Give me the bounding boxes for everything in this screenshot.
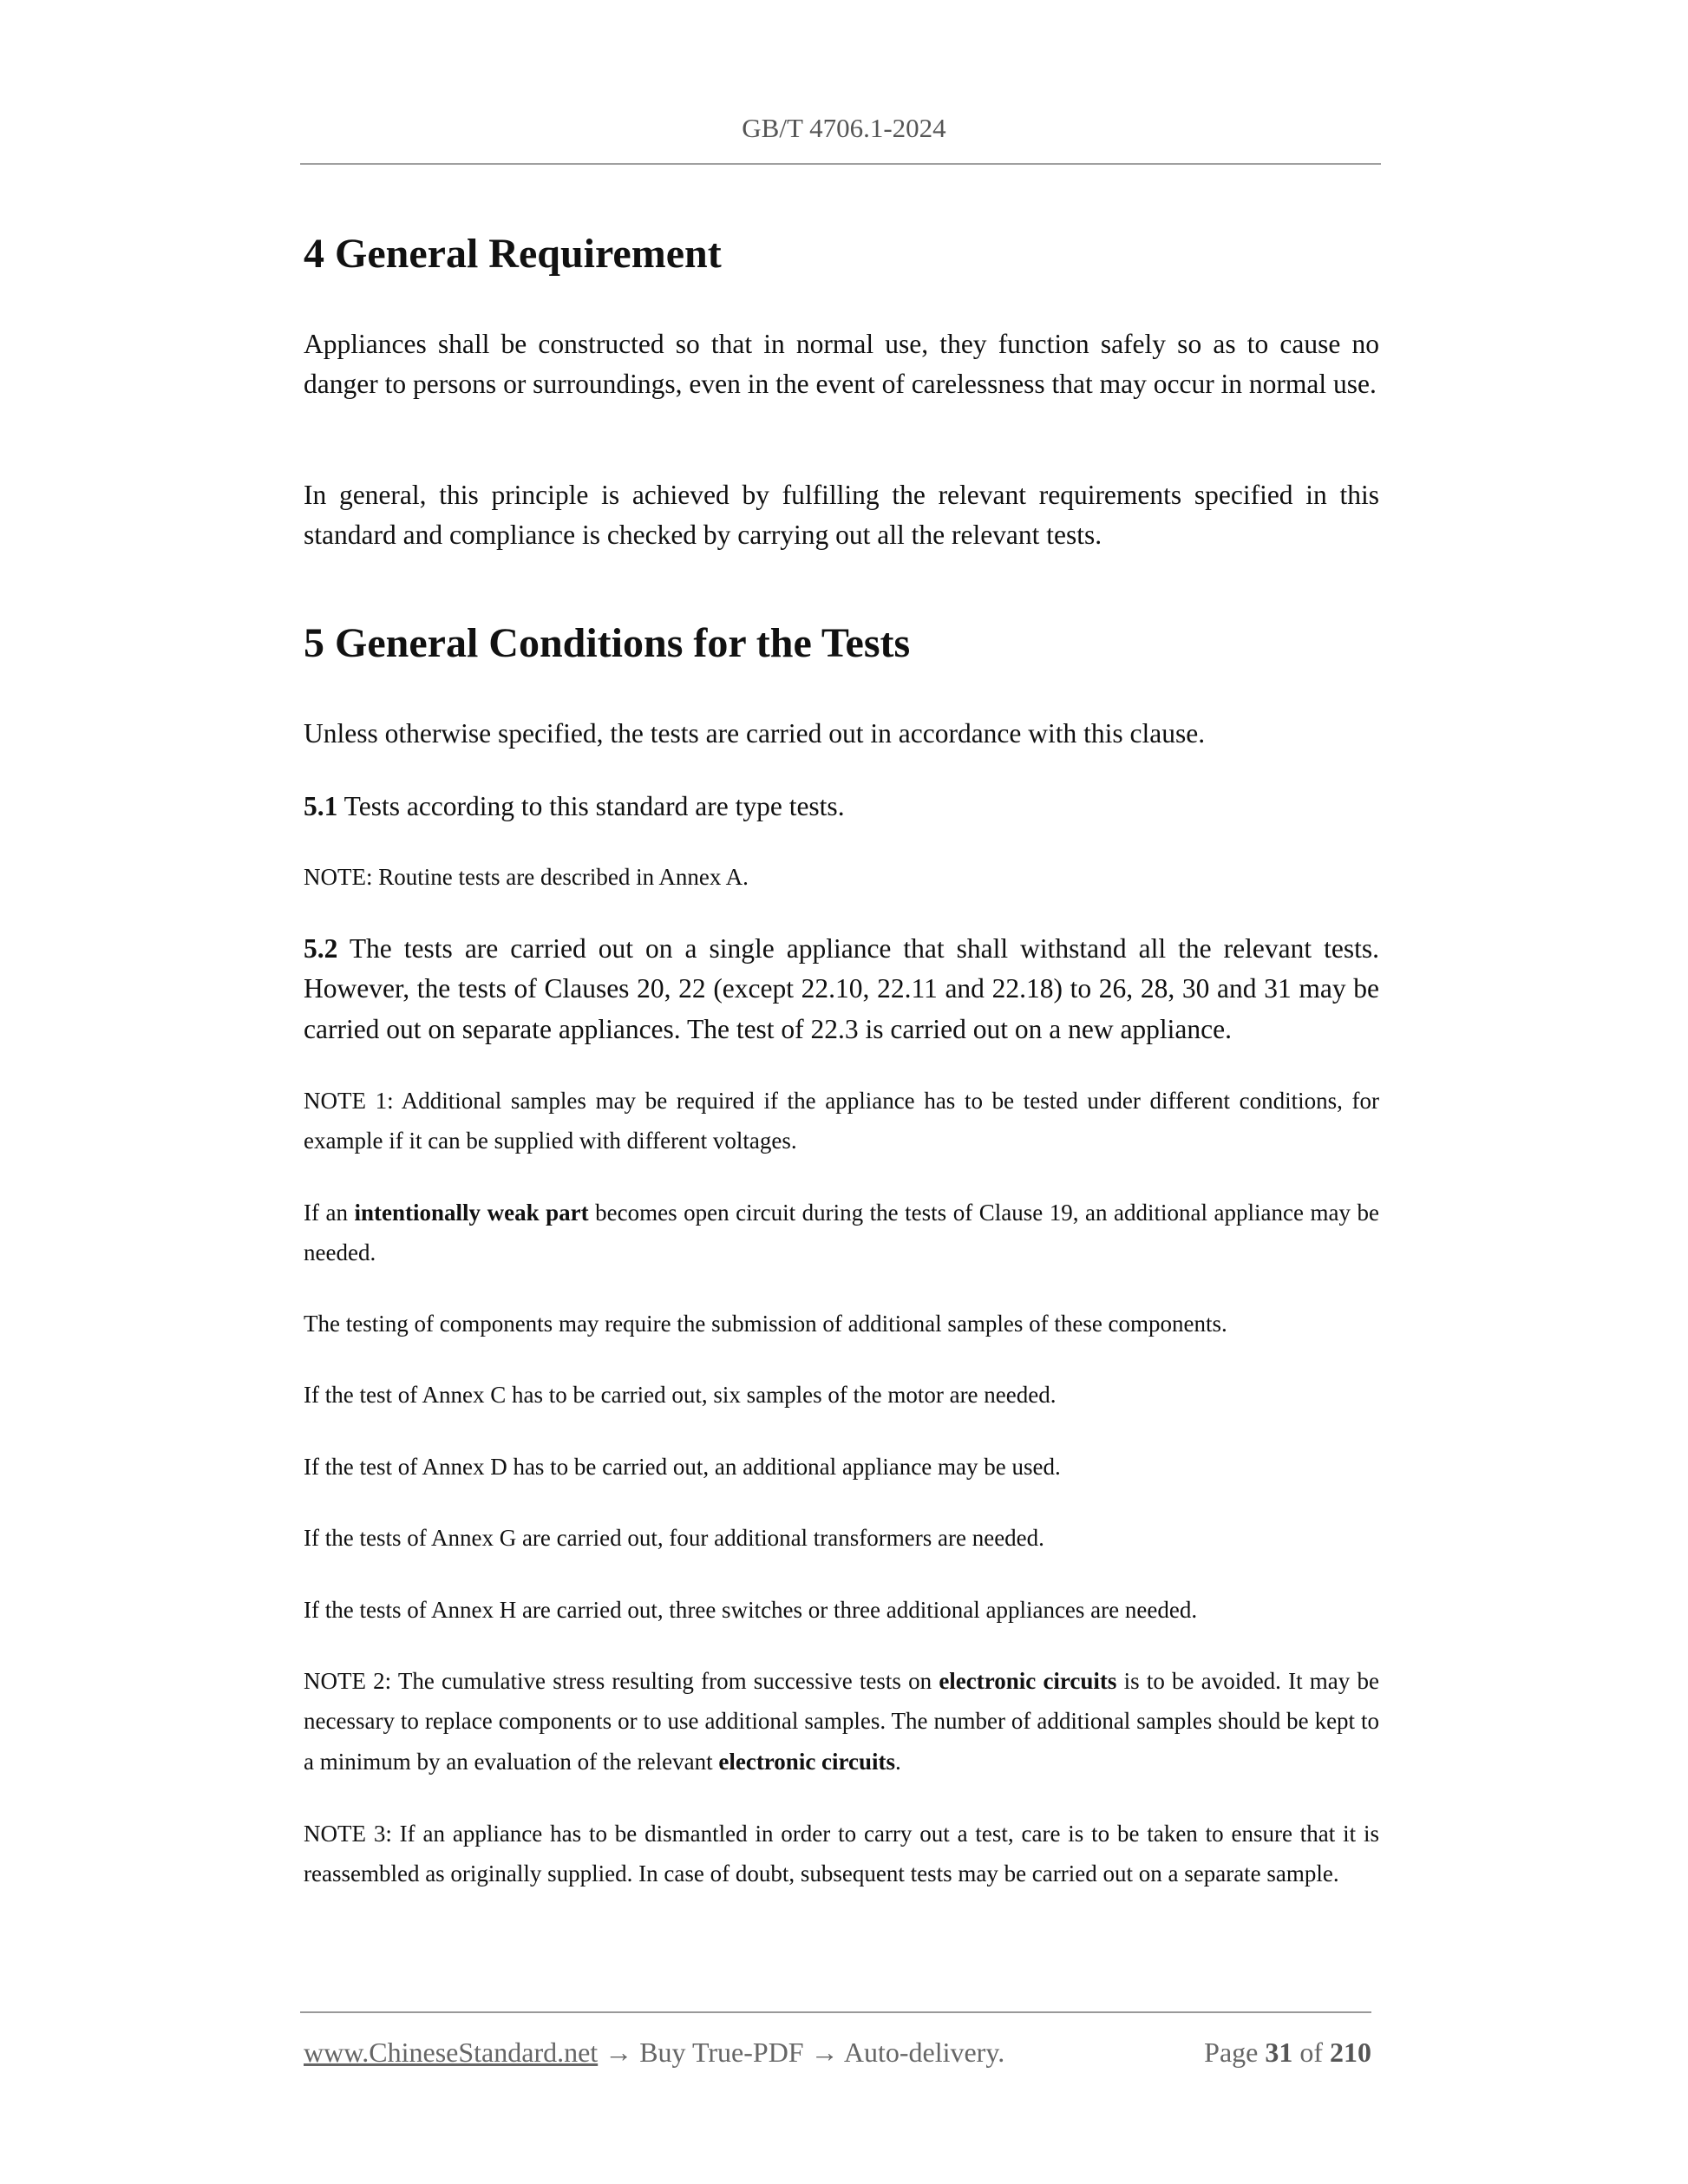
paragraph: If the tests of Annex G are carried out, four additional transformers are needed.	[304, 1525, 1044, 1551]
paragraph: In general, this principle is achieved by fulfilling the relevant requirements specified in this standard and compliance is checked by carrying out all the relevant tests.	[304, 480, 1379, 551]
text: NOTE 2: The cumulative stress resulting from successive tests on	[304, 1668, 939, 1694]
website-link[interactable]: www.ChineseStandard.net	[304, 2037, 599, 2068]
paragraph	[304, 1193, 1379, 1273]
paragraph: Appliances shall be constructed so that in normal use, they function safely so as to cause no danger to persons or surroundings, even in the event of carelessness that may occur in normal use.	[304, 329, 1379, 400]
clause-number: 5.1	[304, 791, 338, 821]
defined-term: electronic circuits	[718, 1748, 896, 1775]
text: If an	[304, 1200, 355, 1226]
paragraph: If the test of Annex D has to be carried out, an additional appliance may be used.	[304, 1454, 1061, 1480]
of-label: of	[1292, 2037, 1330, 2068]
paragraph: If the tests of Annex H are carried out, three switches or three additional appliances are needed.	[304, 1597, 1198, 1623]
total-pages: 210	[1330, 2037, 1371, 2068]
clause-5-1	[304, 787, 1379, 827]
page-number	[1204, 2035, 1371, 2070]
section-5-heading: 5 General Conditions for the Tests	[304, 620, 911, 666]
footer-promo	[304, 2035, 1004, 2070]
text: is to be avoided. It may be necessary to replace components or to use additional samples. The number of additional samples should be kept to a minimum by an evaluation of the relevant	[304, 1668, 1379, 1775]
paragraph: If the test of Annex C has to be carried out, six samples of the motor are needed.	[304, 1382, 1057, 1408]
clause-5-2	[304, 929, 1379, 1049]
promo-text: → Buy True-PDF → Auto-delivery.	[598, 2037, 1005, 2068]
note: NOTE: Routine tests are described in Annex A.	[304, 864, 749, 890]
paragraph: Unless otherwise specified, the tests are carried out in accordance with this clause.	[304, 718, 1206, 749]
running-header: GB/T 4706.1-2024	[742, 113, 946, 143]
clause-number: 5.2	[304, 933, 338, 964]
defined-term: intentionally weak part	[354, 1200, 589, 1226]
text: .	[895, 1748, 901, 1775]
footer	[304, 2035, 1371, 2070]
page-label: Page	[1204, 2037, 1266, 2068]
text: becomes open circuit during the tests of Clause 19, an additional appliance may be needed.	[304, 1200, 1380, 1266]
note-1: NOTE 1: Additional samples may be required if the appliance has to be tested under different conditions, for example if it can be supplied with different voltages.	[304, 1088, 1379, 1154]
current-page: 31	[1265, 2037, 1293, 2068]
clause-text: Tests according to this standard are type tests.	[337, 791, 845, 821]
paragraph: The testing of components may require the submission of additional samples of these components.	[304, 1311, 1227, 1337]
defined-term: electronic circuits	[939, 1668, 1117, 1694]
note-3: NOTE 3: If an appliance has to be dismantled in order to carry out a test, care is to be taken to ensure that it is reassembled as originally supplied. In case of doubt, subsequent tests may be carried out on a separate sample.	[304, 1821, 1379, 1887]
note-2	[304, 1661, 1379, 1782]
clause-text: The tests are carried out on a single appliance that shall withstand all the relevant tests. However, the tests of Clauses 20, 22 (except 22.10, 22.11 and 22.18) to 26, 28, 30 and 31 may be carried out on separate appliances. The test of 22.3 is carried out on a new appliance.	[304, 933, 1379, 1044]
section-4-heading: 4 General Requirement	[304, 231, 722, 277]
footer-divider	[300, 2011, 1371, 2013]
header-divider	[300, 163, 1381, 165]
